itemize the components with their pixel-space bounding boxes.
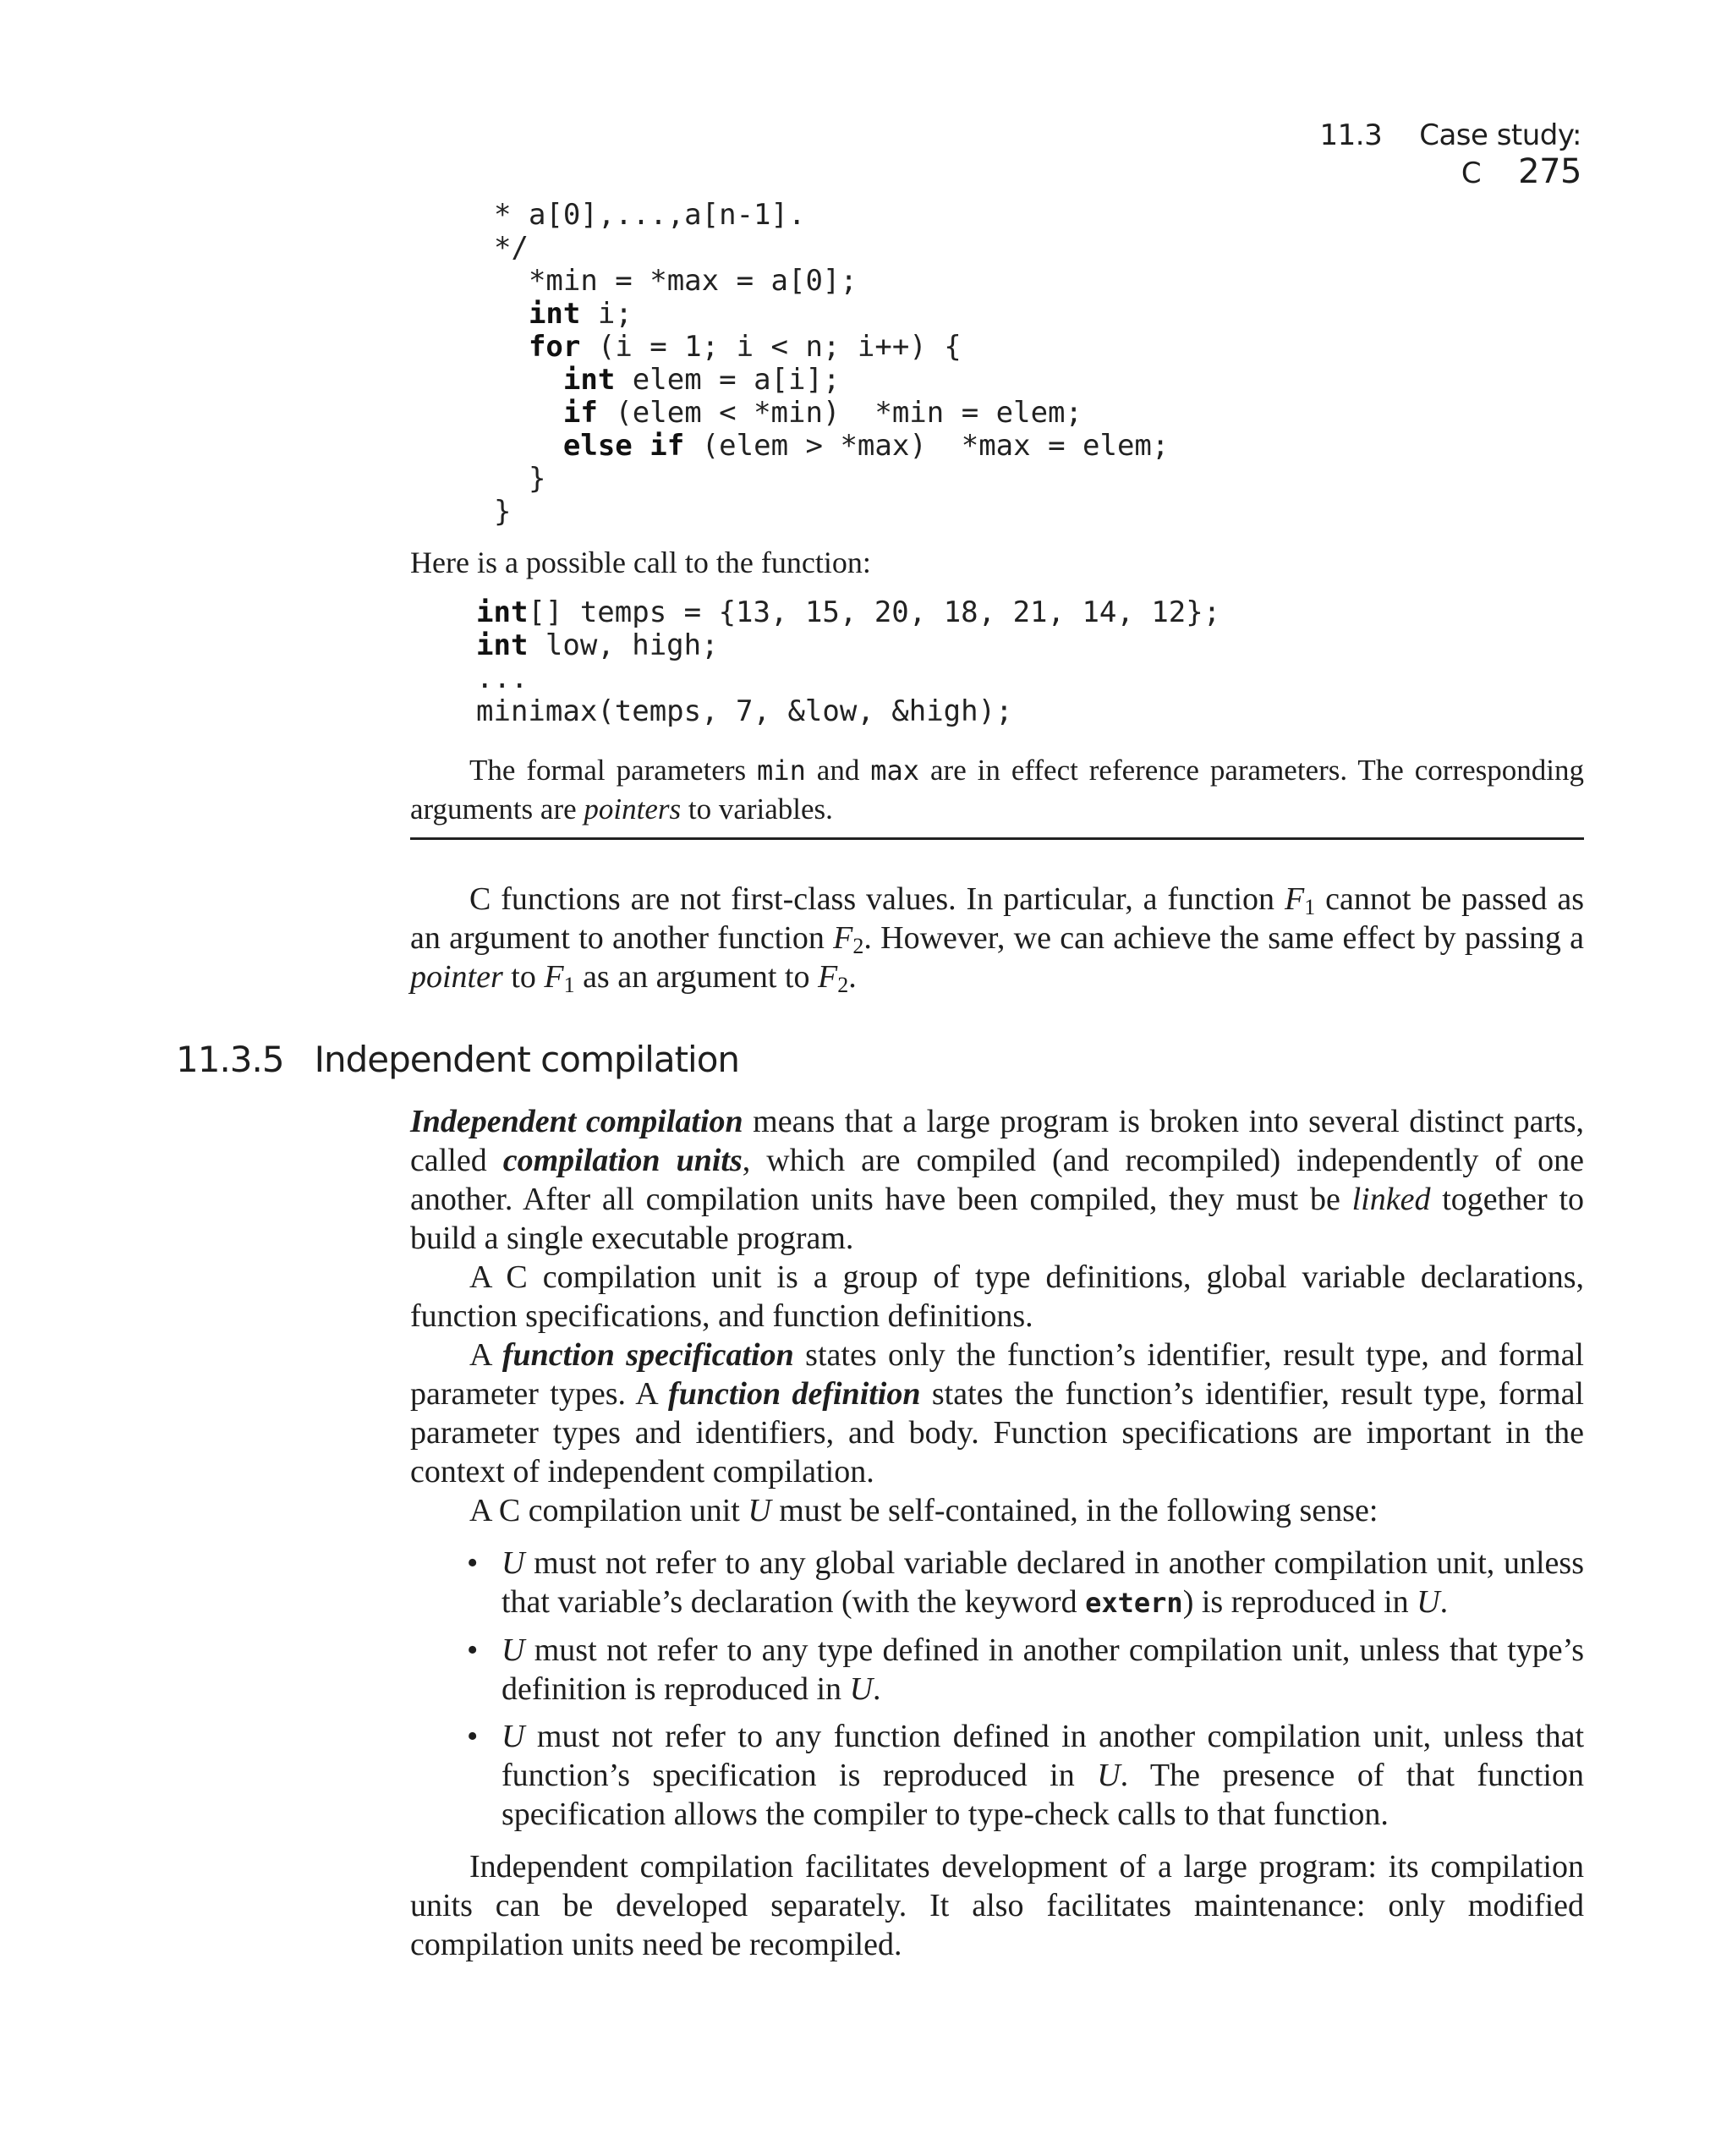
- math-U: U: [849, 1671, 874, 1707]
- code-line: for (i = 1; i < n; i++) {: [528, 330, 962, 364]
- math-subscript: 2: [837, 973, 849, 997]
- math-F: F: [833, 920, 853, 956]
- term-function-definition: function definition: [668, 1376, 921, 1412]
- paragraph-compilation-unit: A C compilation unit is a group of type definitions, global variable declarations, function specifications, and function definitions.: [410, 1259, 1584, 1334]
- section-title: Independent compilation: [314, 1039, 740, 1080]
- math-subscript: 2: [852, 934, 864, 958]
- list-item: [410, 1631, 1584, 1709]
- para-text: means that a large program is broken into several distinct parts, called: [410, 1104, 1585, 1178]
- list-text: . The presence of that function specification allows the compiler to type-check calls to that function.: [502, 1758, 1584, 1832]
- code-line: }: [494, 495, 512, 529]
- code-min: min: [757, 754, 806, 787]
- page-number: 275: [1518, 152, 1581, 191]
- math-subscript: 1: [563, 973, 575, 997]
- para-text: together to build a single executable program.: [410, 1182, 1585, 1256]
- para-text: states the function’s identifier, result type, formal parameter types and identifiers, and body. Function specifications are important in the context of independent compilation.: [410, 1376, 1584, 1489]
- list-item: [410, 1544, 1584, 1622]
- code-line: else if (elem > *max) *max = elem;: [562, 429, 1170, 463]
- list-text: must not refer to any function defined in another compilation unit, unless that function’s specification is reproduced in: [502, 1719, 1584, 1793]
- para-text: C functions are not first-class values. In particular, a function: [469, 881, 1285, 917]
- term-function-specification: function specification: [502, 1337, 794, 1373]
- code-line: int elem = a[i];: [562, 363, 841, 397]
- code-line: * a[0],...,a[n-1].: [494, 198, 806, 232]
- first-class-paragraph: [410, 880, 1584, 996]
- code-line: *min = *max = a[0];: [494, 264, 858, 298]
- paragraph-specification: [410, 1336, 1584, 1491]
- paragraph-definition: [410, 1102, 1584, 1258]
- example-note: [410, 751, 1584, 828]
- list-text: must not refer to any global variable declared in another compilation unit, unless that variable’s declaration (with the keyword: [502, 1545, 1584, 1620]
- code-max: max: [870, 754, 920, 787]
- math-subscript: 1: [1304, 895, 1316, 919]
- math-F: F: [817, 959, 838, 995]
- math-U: U: [502, 1545, 525, 1581]
- term-compilation-units: compilation units: [502, 1143, 743, 1178]
- keyword-extern: extern: [1085, 1587, 1183, 1619]
- para-text: states only the function’s identifier, result type, and formal parameter types. A: [410, 1337, 1584, 1412]
- example-end-rule: [410, 837, 1584, 840]
- code-listing-minimax-body: [494, 199, 1169, 529]
- para-text: cannot be passed as an argument to another function: [410, 881, 1584, 956]
- list-text: .: [1439, 1584, 1449, 1620]
- list-text: ) is reproduced in: [1182, 1584, 1417, 1620]
- paragraph-closing: Independent compilation facilitates development of a large program: its compilation units can be developed separately. It also facilitates maintenance: only modified compilation units need be recompiled.: [410, 1849, 1584, 1962]
- para-text: must be self-contained, in the following sense:: [770, 1493, 1378, 1528]
- running-header: [1209, 118, 1581, 191]
- para-text: .: [848, 959, 857, 995]
- para-text: . However, we can achieve the same effect by passing a: [863, 920, 1584, 956]
- emphasis-pointers: pointers: [584, 793, 682, 826]
- math-U: U: [748, 1493, 771, 1528]
- code-line: }: [494, 462, 546, 496]
- math-F: F: [544, 959, 564, 995]
- code-line: ...: [476, 661, 529, 695]
- call-intro-text: Here is a possible call to the function:: [410, 546, 871, 579]
- para-text: A: [469, 1337, 502, 1373]
- term-independent-compilation: Independent compilation: [410, 1104, 743, 1139]
- note-text: The formal parameters: [469, 754, 758, 787]
- code-line: if (elem < *min) *min = elem;: [562, 396, 1082, 430]
- note-text: are in effect reference parameters. The corresponding arguments are: [410, 754, 1584, 826]
- header-section-number: 11.3: [1319, 118, 1383, 152]
- list-text: .: [873, 1671, 881, 1707]
- para-text: to: [502, 959, 545, 995]
- para-text: A C compilation unit: [469, 1493, 748, 1528]
- list-item: [410, 1717, 1584, 1834]
- code-listing-minimax-call: [476, 596, 1220, 728]
- emphasis-pointer: pointer: [410, 959, 503, 995]
- section-body: [410, 1102, 1584, 1964]
- code-line: */: [494, 231, 529, 265]
- math-U: U: [1417, 1584, 1440, 1620]
- section-number: 11.3.5: [176, 1039, 284, 1080]
- note-text: to variables.: [681, 793, 833, 826]
- code-line: int[] temps = {13, 15, 20, 18, 21, 14, 12};: [476, 595, 1221, 629]
- math-U: U: [502, 1632, 525, 1668]
- code-line: int low, high;: [476, 628, 719, 662]
- list-text: must not refer to any type defined in another compilation unit, unless that type’s definition is reproduced in: [502, 1632, 1584, 1707]
- math-U: U: [1097, 1758, 1121, 1793]
- header-chapter-title: Case study: C: [1419, 118, 1581, 190]
- code-line: minimax(temps, 7, &low, &high);: [476, 694, 1013, 728]
- para-text: , which are compiled (and recompiled) independently of one another. After all compilation units have been compiled, they must be: [410, 1143, 1584, 1217]
- note-text: and: [805, 754, 871, 787]
- requirements-list: [410, 1544, 1584, 1834]
- para-text: as an argument to: [574, 959, 818, 995]
- math-U: U: [502, 1719, 525, 1754]
- paragraph-self-contained: [410, 1491, 1584, 1530]
- emphasis-linked: linked: [1351, 1182, 1431, 1217]
- section-heading: [176, 1039, 739, 1080]
- math-F: F: [1284, 881, 1305, 917]
- code-line: int i;: [528, 297, 633, 331]
